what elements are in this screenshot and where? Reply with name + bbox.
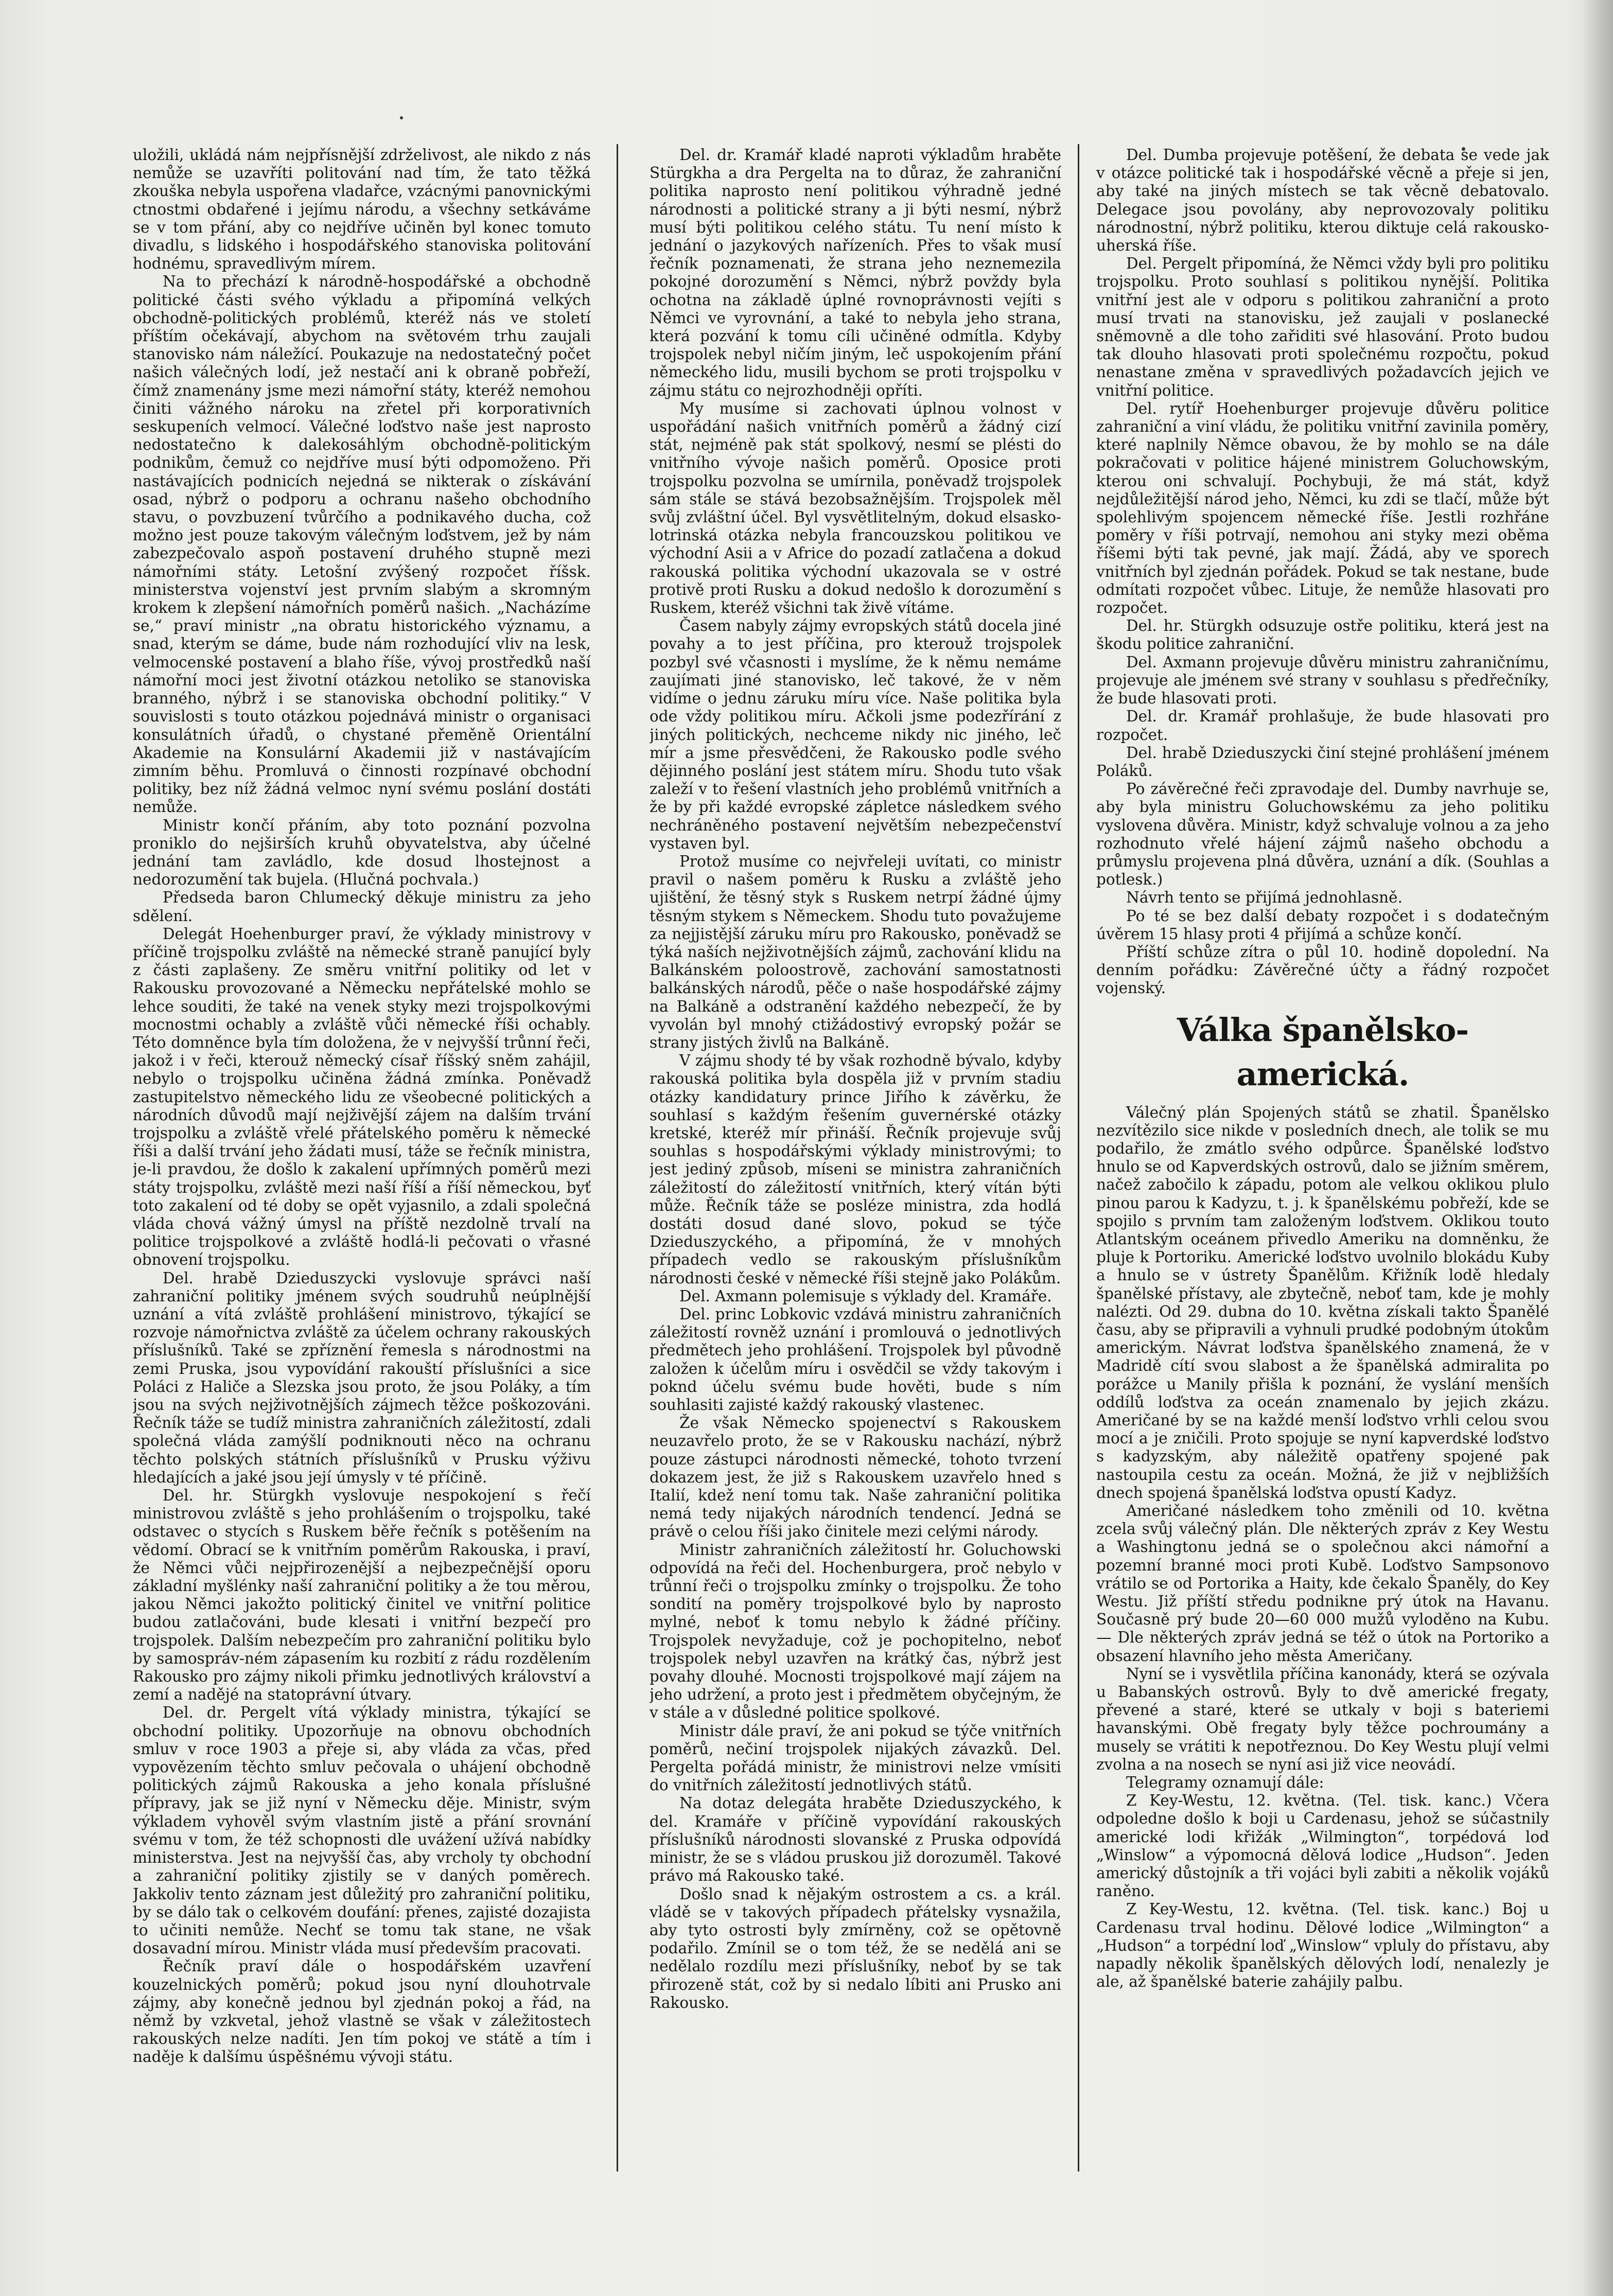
paragraph: Telegramy oznamují dále: (1126, 1774, 1324, 1792)
paragraph: Del. Axmann polemisuje s výklady del. Kramáře. (679, 1287, 1052, 1305)
paragraph: Ministr končí přáním, aby toto poznání pozvolna proniklo do nejširších kruhů obyvatelstva, aby účelné jednání tam zavládlo, kde dosud lhostejnost a nedorozumění tak bujela. (Hlučná pochvala.) (133, 816, 591, 889)
paragraph: Del. hrabě Dzieduszycki činí stejné prohlášení jménem Poláků. (1096, 744, 1549, 780)
paragraph: Del. princ Lobkovic vzdává ministru zahraničních záležitostí rovněž uznání i promlouvá o jednotlivých předmětech jeho prohlášení. Trojspolek byl původně založen k účelům míru i osvědčil se vždy takovým i poknd účelu svému bude hověti, bude s ním souhlasiti zajisté každý rakouský vlastenec. (650, 1305, 1061, 1414)
column-rule (1078, 144, 1079, 2171)
paragraph: Po té se bez další debaty rozpočet i s dodatečným úvěrem 15 hlasy proti 4 přijímá a schůze končí. (1096, 907, 1549, 943)
paragraph: Na to přechází k národně-hospodářské a obchodně politické části svého výkladu a připomíná velkých obchodně-politických problémů, kteréž nás ve století příštím očekávají, abychom na světovém trhu zaujali stanovisko nám náležící. Poukazuje na nedostatečný počet našich válečných lodí, jež nestačí ani k obraně pobřeží, čímž znamenány jsme mezi námořní státy, kteréž nemohou činiti vážného nároku na zřetel při korporativních seskupeních velmocí. Válečné loďstvo naše jest naprosto nedostatečno k dalekosáhlým obchodně-politickým podnikům, čemuž co nejdříve musí býti odpomoženo. Při nastávajících podnicích nejedná se nikterak o získávání osad, nýbrž o podporu a ochranu našeho obchodního stavu, o povzbuzení tvůrčího a podnikavého ducha, což možno jest pouze takovým válečným loďstvem, jež by nám zabezpečovalo aspoň postavení druhého stupně mezi námořními státy. Letošní zvýšený rozpočet říšsk. ministerstva vojenství jest prvním slabým a skromným krokem k zlepšení námořních poměrů našich. „Nacházíme se,“ praví ministr „na obratu historického významu, a snad, kterým se dáme, bude nám rozhodující vliv na lesk, velmocenské postavení a blaho říše, vývoj prostředků naší námořní moci jest životní otázkou netoliko se stanoviska branného, nýbrž i se stanoviska obchodní politiky.“ V souvislosti s touto otázkou pojednává ministr o organisaci konsulátních úřadů, o chystané přeměně Orientální Akademie na Konsulární Akademii již v nastávajícím zimním běhu. Promluvá o činnosti rozpínavé obchodní politiky, bez níž žádná velmoc nyní svému poslání dostáti nemůže. (133, 273, 591, 816)
paragraph: Del. dr. Pergelt vítá výklady ministra, týkající se obchodní politiky. Upozorňuje na obnovu obchodních smluv v roce 1903 a přeje si, aby vláda za včas, před vypovězením těchto smluv pečovala o uhájení obchodně politických zájmů Rakouska a jeho konala příslušné přípravy, jak se již nyní v Německu děje. Ministr, svým výkladem vyhověl svým vlastním jistě a přání srovnání svému v tom, že též schopnosti dle uvážení užívá nabídky ministerstva. Jest na nejvyšší čas, aby vrcholy ty obchodní a zahraniční politiky zjistily se v daných poměrech. Jakkoliv tento záznam jest důležitý pro zahraniční politiku, by se dálo tak o celkovém doufání: přenes, zajisté dozajista to učiniti nemůže. Nechť se tomu tak stane, ne však dosavadní mírou. Ministr vláda musí především pracovati. (133, 1704, 591, 1957)
column-rule (617, 144, 618, 2171)
paragraph: Nyní se i vysvětlila příčina kanonády, která se ozývala u Babanských ostrovů. Byly to dvě americké fregaty, převené a staré, které se utkaly v boji s bateriemi havanskými. Obě fregaty byly těžce pochroumány a musely se vrátiti k nepotřeznou. Do Key Westu plují velmi zvolna a na nosech se nyní asi již vice neovádí. (1096, 1665, 1549, 1773)
paragraph: Z Key-Westu, 12. května. (Tel. tisk. kanc.) Boj u Cardenasu trval hodinu. Dělové lodice „Wilmington“ a „Hudson“ a torpédní loď „Winslow“ vpluly do přístavu, aby napadly několik španělských dělových lodí, nenalezly je ale, až španělské baterie zahájily palbu. (1096, 1900, 1549, 1991)
section-heading: Válka španělsko-americká. (1177, 1011, 1469, 1093)
paragraph: Válečný plán Spojených států se zhatil. Španělsko nezvítězilo sice nikde v posledních dnech, ale tolik se mu podařilo, že zmátlo svého odpůrce. Španělské loďstvo hnulo se od Kapverdských ostrovů, dalo se jižním směrem, načež zabočilo k západu, potom ale velkou oklikou plulo pinou parou k Kadyzu, t. j. k španělskému pobřeží, kde se spojilo s prvním tam založeným loďstvem. Oklikou touto Atlantským oceánem přivedlo Ameriku na domněnku, že pluje k Portoriku. Americké loďstvo uvolnilo blokádu Kuby a hnulo se v ústrety Španělům. Křižník lodě hledaly španělské přístavy, ale zbytečně, neboť tam, kde je mohly nalézti. Od 29. dubna do 10. května získali takto Španělé času, aby se připravili a vyhnuli prudké podobným útokům americkým. Návrat loďstva španělského znamená, že v Madridě cítí svou slabost a že španělská admiralita po porážce u Manily přišla k poznání, že vyslání menších oddílů loďstva za oceán znamenalo by jejich zkázu. Američané by se na každé menší loďstvo vrhli celou svou mocí a je zničili. Proto spojuje se nyní kapverdské loďstvo s kadyzským, aby náležitě opatřeny spojené pak nastoupila cestu za oceán. Možná, že již v nejbližších dnech spojená španělská loďstva opustí Kadyz. (1096, 1103, 1549, 1502)
paragraph: Del. hr. Stürgkh odsuzuje ostře politiku, která jest na škodu politice zahraniční. (1096, 617, 1549, 653)
paragraph: Protož musíme co nejvřeleji uvítati, co ministr pravil o našem poměru k Rusku a zvláště jeho ujištění, že těsný styk s Ruskem netrpí žádné újmy těsným stykem s Německem. Shodu tuto považujeme za nejjistější záruku míru pro Rakousko, poněvadž se týká naších nejživotnějších zájmů, zachování klidu na Balkánském poloostrově, zachování samostatnosti balkánských národů, pěče o naše hospodářské zájmy na Balkáně a odstranění každého nebezpečí, že by vyvolán byl mnohý ctižádostivý evropský požár se strany jistých živlů na Balkáně. (650, 852, 1061, 1051)
paragraph: Ministr dále praví, že ani pokud se týče vnitřních poměrů, nečiní trojspolek nijakých závazků. Del. Pergelta pořádá ministr, že ministrovi nelze vmísiti do vnitřních záležitostí jednotlivých států. (650, 1722, 1061, 1794)
paragraph: Del. Pergelt připomíná, že Němci vždy byli pro politiku trojspolku. Proto souhlasí s politikou nynější. Politika vnitřní jest ale v odporu s politikou zahraniční a proto musí trvati na stanovisku, jež zaujali v poslanecké sněmovně a dle toho zařiditi své hlasování. Proto budou tak dlouho hlasovati proti společnému rozpočtu, pokud nenastane změna v spravedlivých požadavcích jejich ve vnitřní politice. (1096, 255, 1549, 399)
paragraph: Del. Axmann projevuje důvěru ministru zahraničnímu, projevuje ale jménem své strany v souhlasu s předřečníky, že bude hlasovati proti. (1096, 653, 1549, 708)
paragraph: Del. dr. Kramář kladé naproti výkladům hraběte Stürgkha a dra Pergelta na to důraz, že zahraniční politika naprosto není politikou výhradně jedné národnosti a politické strany a ji býti nesmí, nýbrž musí býti politikou celého státu. Tu není místo k jednání o jazykových nařízeních. Přes to však musí řečník poznamenati, že strana jeho neznemezila pokojné dorozumění s Němci, nýbrž povždy byla ochotna na základě úplné rovnoprávnosti vejíti s Němci ve vyrovnání, a také to nebyla jeho strana, která pozvání k tomu cíli učiněné odmítla. Kdyby trojspolek nebyl ničím jiným, leč uspokojením přání německého lidu, musili bychom se proti trojspolku v zájmu státu co nejrozhodněji opříti. (650, 146, 1061, 399)
column-2 (650, 146, 1061, 2184)
paragraph: V zájmu shody té by však rozhodně bývalo, kdyby rakouská politika byla dospěla již v prvním stadiu otázky kandidatury prince Jiřího k závěrku, že souhlasí s každým řešením guvernérské otázky kretské, kteréž mír přináší. Řečník projevuje svůj souhlas s hospodářskými výklady ministrovými; to jest jediný způsob, míseni se ministra zahraničních záležitostí do záležitostí vnitřních, který vítán býti může. Řečník táže se posléze ministra, zda hodlá dostáti dosud dané slovo, pokud se týče Dzieduszyckého, a připomíná, že v mnohých případech vedlo se rakouským příslušníkům národnosti české v německé říši stejně jako Polákům. (650, 1052, 1061, 1287)
paragraph: My musíme si zachovati úplnou volnost v uspořádání našich vnitřních poměrů a žádný cizí stát, nejméně pak stát spolkový, nesmí se plésti do vnitřního vývoje našich poměrů. Oposice proti trojspolku pozvolna se umírnila, poněvadž trojspolek sám stále se stává bezobsažnějším. Trojspolek měl svůj zvláštní účel. Byl vysvětlitelným, dokud elsasko-lotrinská otázka nebyla francouzskou politikou ve východní Asii a v Africe do pozadí zatlačena a dokud rakouská politika východní ukazovala se v ostré protivě proti Rusku a dokud nedošlo k dorozumění s Ruskem, kteréž všichni tak živě vítáme. (650, 399, 1061, 617)
paragraph: Delegát Hoehenburger praví, že výklady ministrovy v příčině trojspolku zvláště na německé straně panující byly z části zaplašeny. Ze směru vnitřní politiky od let v Rakousku provozované a Německu nepřátelské mohlo se lehce souditi, že také na venek styky mezi trojspolkovými mocnostmi ochably a zvláště vůči německé říši ochably. Této domněnce byla tím doložena, že v nejvyšší trůnní řeči, jakož i v řeči, kterouž německý císař říšský sněm zahájil, nebylo o trojspolku učiněna žádná zmínka. Poněvadž zastupitelstvo německého lidu ze všeobecné politických a národních důvodů mají nejživější zájem na dalším trvání trojspolku a zvláště vřelé přátelského poměru k německé říši a další trvání jeho žádati musí, táže se řečník ministra, je-li pravdou, že došlo k zakalení upřímných poměrů mezi státy trojspolku, zvláště mezi naší říší a říší německou, byť toto zakalení od té doby se opět vyjasnilo, a zdali společná vláda chová vážný úmysl na příště nezdolně trvalí na politice trojspolkové a zvláště hodlá-li pečovati o vřasné obnovení trojspolku. (133, 925, 591, 1269)
column-3 (1096, 146, 1549, 2184)
paragraph: Časem nabyly zájmy evropských států docela jiné povahy a to jest příčina, pro kterouž trojspolek pozbyl své včasnosti i myslíme, že k němu nemáme zaujímati jiné stanovisko, leč takové, že v něm vidíme o jednu záruku míru více. Naše politika byla ode vždy politikou míru. Ačkoli jsme podezřírání z jiných politických, nechceme nikdy nic jiného, leč mír a jsme přesvědčeni, že Rakousko podle svého dějinného poslání jest státem míru. Shodu tuto však zaleží v to řešení vlastních jeho problémů vnitřních a že by při každé evropské zápletce následkem svého nechráněného postavení největším nebezpečenství vystaven byl. (650, 617, 1061, 852)
paragraph: Del. hr. Stürgkh vyslovuje nespokojení s řečí ministrovou zvláště s jeho prohlášením o trojspolku, také odstavec o stycích s Ruskem běře řečník s potěšením na vědomí. Obrací se k vnitřním poměrům Rakouska, i praví, že Němci vůči nejpřirozenější a nejbezpečnější oporu základní myšlénky naší zahraniční politiky a že tou měrou, jakou Němci jakožto politický činitel ve vnitřní politice budou zatlačováni, bude klesati i vnitřní bezpečí pro trojspolek. Dalším nebezpečím pro zahraniční politiku bylo by samospráv-ném zápasením ku rozbití z rádu rozdělením Rakousko pro zájmy nikoli přimku jednotlivých království a zemí a nadějé na statoprávní útvary. (133, 1487, 591, 1704)
paragraph: Ministr zahraničních záležitostí hr. Goluchowski odpovídá na řeči del. Hochenburgera, proč nebylo v trůnní řeči o trojspolku zmínky o trojspolku. Že toho sondití na poměry trojspolkové bylo by naprosto mylné, neboť k tomu nebylo k žádné příčiny. Trojspolek nevyžaduje, což je pochopitelno, neboť trojspolek nebyl uzavřen na krátký čas, nýbrž jest povahy dlouhé. Mocnosti trojspolkové mají zájem na jeho udržení, a proto jest i předmětem obyčejným, že v stále a v důsledné politice spolkové. (650, 1541, 1061, 1722)
paragraph: Z Key-Westu, 12. května. (Tel. tisk. kanc.) Včera odpoledne došlo k boji u Cardenasu, jehož se súčastnily americké lodi křižák „Wilmington“, torpédová loď „Winslow“ a výpomocná dělová lodice „Hudson“. Jeden americký důstojník a tři vojáci byli zabiti a několik vojáků raněno. (1096, 1792, 1549, 1900)
paragraph: Američané následkem toho změnili od 10. května zcela svůj válečný plán. Dle některých zpráv z Key Westu a Washingtonu jedná se o společnou akci námořní a pozemní branné moci proti Kubě. Loďstvo Sampsonovo vrátilo se od Portorika a Haity, kde čekalo Španěly, do Key Westu. Již příští středu podnikne prý útok na Havanu. Současně prý bude 20—60 000 mužů vyloděno na Kubu. — Dle některých zpráv jedná se též o útok na Portoriko a obsazení hlavního jeho města Američany. (1096, 1502, 1549, 1665)
paragraph: Předseda baron Chlumecký děkuje ministru za jeho sdělení. (133, 889, 591, 925)
paragraph: Del. hrabě Dzieduszycki vyslovuje správci naší zahraniční politiky jménem svých soudruhů neúplnější uznání a vítá zvláště prohlášení ministrovo, týkající se rozvoje námořnictva zvláště za účelem ochrany rakouských příslušníků. Také se zpříznění řemesla s národnostmi na zemi Pruska, jsou vypovídání rakouští příslušníci a sice Poláci z Haliče a Slezska jsou proto, že jsou Poláky, a tím jsou na svých nejživotnějších zájmech těžce poškozováni. Řečník táže se tudíž ministra zahraničních záležitostí, zdali společná vláda zamýšlí podniknouti něco na ochranu těchto polských státních příslušníků v Prusku výživu hledajících a jaké jsou její úmysly v té příčině. (133, 1269, 591, 1486)
paragraph: Návrh tento se přijímá jednohlasně. (1126, 889, 1403, 907)
paragraph: uložili, ukládá nám nejpřísnější zdrželivost, ale nikdo z nás nemůže se uzavříti politování nad tím, že tato těžká zkouška nebyla uspořena vladařce, vzácnými panovnickými ctnostmi obdařené i jejímu národu, a všechny setkáváme se v tom přání, aby co nejdříve učiněn byl konec tomuto divadlu, s lidského i hospodářského stanoviska politování hodnému, spravedlivým mírem. (133, 146, 591, 273)
paragraph: Že však Německo spojenectví s Rakouskem neuzavřelo proto, že se v Rakousku nachází, nýbrž pouze zástupci národnosti německé, tohoto tvrzení dokazem jest, že již s Rakouskem uzavřelo hned s Italií, kdež není tomu tak. Naše zahraniční politika nemá tedy nijakých národních tendencí. Jedná se právě o celou říši jako činitele mezi celými národy. (650, 1414, 1061, 1541)
paragraph: Došlo snad k nějakým ostrostem a cs. a král. vládě se v takových případech přátelsky vysnažila, aby tyto ostrosti byly zmírněny, což se opětovně podařilo. Zmínil se o tom též, že se nedělá ani se nedělalo rozdílu mezi příslušníky, neboť by se tak přirozeně stát, což by si nedalo líbiti ani Prusko ani Rakousko. (650, 1885, 1061, 2011)
paragraph: Na dotaz delegáta hraběte Dzieduszyckého, k del. Kramáře v příčině vypovídání rakouských příslušníků národnosti slovanské z Pruska odpovídá ministr, že se s vládou pruskou již dorozuměl. Takové právo má Rakousko také. (650, 1794, 1061, 1885)
paragraph: Del. dr. Kramář prohlašuje, že bude hlasovati pro rozpočet. (1096, 708, 1549, 744)
paragraph: Del. rytíř Hoehenburger projevuje důvěru politice zahraniční a viní vládu, že politiku vnitřní zavinila poměry, které naplnily Němce obavou, že by mohlo se na dále pokračovati v politice hájené ministrem Goluchowským, kterou oni schvalují. Pochybuji, že má stát, když nejdůležitější národ jeho, Němci, ku zdi se tlačí, může být spolehlivým spojencem německé říše. Jestli rozhřáne poměry v říši potrvají, nemohou ani styky mezi oběma říšemi býti tak pevné, jak mají. Žádá, aby ve sporech vnitřních byl zjednán pořádek. Pokud se tak nestane, bude odmítati rozpočet vůbec. Lituje, že nemůže hlasovati pro rozpočet. (1096, 399, 1549, 617)
paragraph: Řečník praví dále o hospodářském uzavření kouzelnických poměrů; pokud jsou nyní dlouhotrvale zájmy, aby konečně jednou byl zjednán pokoj a řád, na němž by vzkvetal, jehož vlastně se však v záležitostech rakouských nelze nadíti. Jen tím pokoj ve státě a tím i naděje k dalšímu úspěšnému vývoji státu. (133, 1957, 591, 2066)
paragraph: Po závěrečné řeči zpravodaje del. Dumby navrhuje se, aby byla ministru Goluchowskému za jeho politiku vyslovena důvěra. Ministr, když schvaluje volnou a za jeho rozhodnuto vřelé hájení zájmů našeho obchodu a průmyslu projevena plná důvěra, uznání a dík. (Souhlas a potlesk.) (1096, 780, 1549, 889)
paragraph: Del. Dumba projevuje potěšení, že debata se vede jak v otázce politické tak i hospodářské věcně a přeje si jen, aby také na jiných místech se tak věcně debatovalo. Delegace jsou povolány, aby neprovozovaly politiku národnostní, nýbrž politiku, kterou diktuje celá rakousko-uherská říše. (1096, 146, 1549, 255)
column-1 (133, 146, 591, 2184)
paragraph: Příští schůze zítra o půl 10. hodině dopolední. Na denním pořádku: Závěrečné účty a řádný rozpočet vojenský. (1096, 943, 1549, 997)
page-edge-shadow (1582, 0, 1613, 2296)
ink-dot (400, 116, 403, 119)
